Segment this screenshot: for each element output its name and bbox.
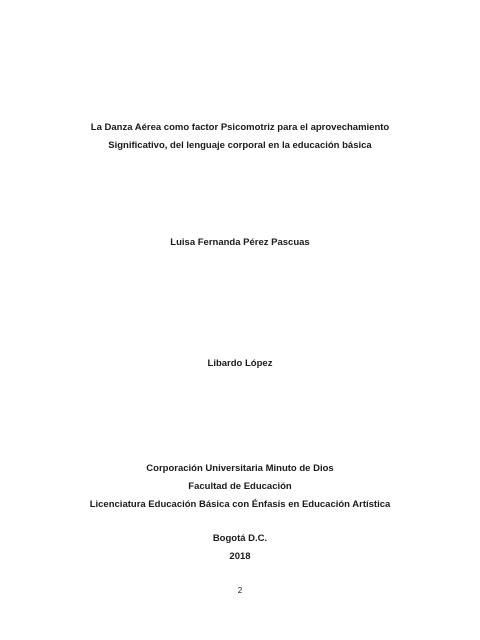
place-line: Bogotá D.C. xyxy=(212,533,268,544)
author-line: Luisa Fernanda Pérez Pascuas xyxy=(170,237,310,248)
advisor-line: Libardo López xyxy=(207,358,273,369)
program-name: Licenciatura Educación Básica con Énfasis en Educación Artística xyxy=(89,499,391,510)
faculty-name: Facultad de Educación xyxy=(188,481,292,492)
author-name xyxy=(0,234,480,252)
page-number: 2 xyxy=(237,586,243,595)
title-line-1: La Danza Aérea como factor Psicomotriz para el aprovechamiento xyxy=(90,122,390,133)
university-name: Corporación Universitaria Minuto de Dios xyxy=(146,463,334,474)
document-title xyxy=(0,119,480,155)
institution-info xyxy=(0,460,480,514)
place-and-date xyxy=(0,530,480,566)
year-line: 2018 xyxy=(229,551,251,562)
title-line-2: Significativo, del lenguaje corporal en la educación básica xyxy=(108,140,372,151)
advisor-name xyxy=(0,355,480,373)
